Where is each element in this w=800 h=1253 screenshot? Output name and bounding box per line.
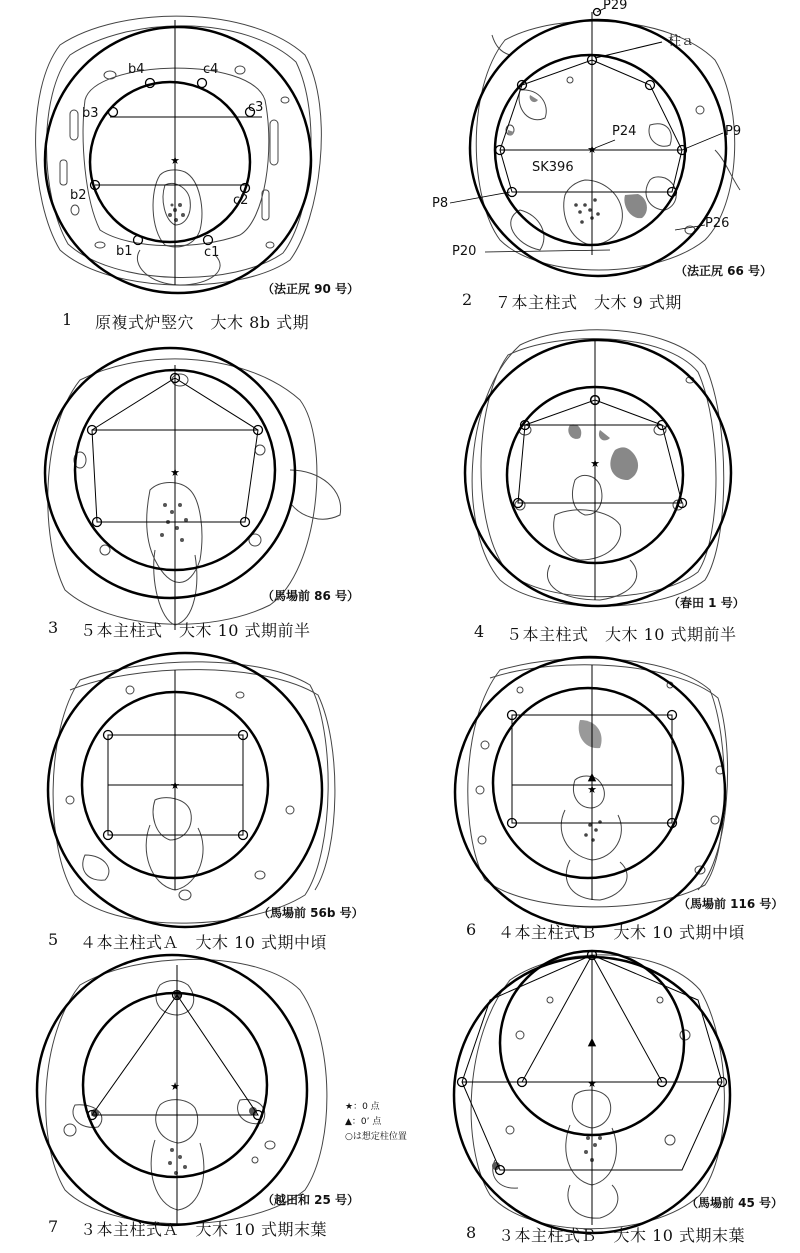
svg-text:★: ★ [587, 143, 597, 156]
legend [345, 1100, 407, 1145]
label-p9: P9 [725, 124, 742, 139]
panel-5 [0, 650, 400, 960]
panel-3-number: 3 [48, 618, 59, 637]
svg-text:▲: ▲ [587, 770, 597, 783]
legend-star: ★：0 点 [345, 1102, 380, 1112]
panel-5-site: （馬場前 56b 号） [258, 906, 364, 920]
panel-7-site: （越田和 25 号） [262, 1193, 360, 1207]
panel-1-number: 1 [62, 310, 73, 329]
label-p8: P8 [432, 196, 449, 211]
panel-8 [400, 940, 800, 1253]
svg-text:▲: ▲ [587, 1035, 597, 1048]
panel-7 [0, 945, 400, 1253]
svg-text:★: ★ [170, 154, 180, 167]
panel-8-number: 8 [466, 1223, 477, 1242]
panel-7-caption: ３本主柱式Ａ 大木 10 式期末葉 [80, 1220, 328, 1239]
label-b3: b3 [82, 106, 99, 121]
label-b1: b1 [116, 244, 133, 259]
label-p29: P29 [603, 0, 628, 13]
label-c2: c2 [233, 193, 249, 208]
panel-2-drawing [400, 0, 800, 340]
panel-4-caption: ５本主柱式 大木 10 式期前半 [506, 625, 737, 644]
label-b4: b4 [128, 62, 145, 77]
panel-6 [400, 650, 800, 960]
label-pillar-a: 柱ａ [668, 34, 695, 49]
svg-text:★: ★ [590, 457, 600, 470]
panel-3-caption: ５本主柱式 大木 10 式期前半 [80, 621, 311, 640]
svg-text:★: ★ [170, 779, 180, 792]
label-b2: b2 [70, 188, 87, 203]
panel-5-caption: ４本主柱式Ａ 大木 10 式期中頃 [80, 933, 328, 952]
legend-circle: ○は想定柱位置 [345, 1132, 407, 1142]
label-p26: P26 [705, 216, 730, 231]
label-p20: P20 [452, 244, 477, 259]
panel-1 [0, 0, 400, 340]
svg-text:★: ★ [587, 783, 597, 796]
label-p24: P24 [612, 124, 637, 139]
panel-2-number: 2 [462, 290, 473, 309]
panel-6-number: 6 [466, 920, 477, 939]
svg-text:★: ★ [587, 1077, 597, 1090]
panel-8-caption: ３本主柱式Ｂ 大木 10 式期末葉 [498, 1226, 746, 1245]
label-c1: c1 [204, 245, 220, 260]
panel-4-site: （春田 1 号） [668, 596, 745, 610]
svg-text:★: ★ [170, 1080, 180, 1093]
label-sk396: SK396 [532, 160, 574, 175]
panel-1-site: （法正尻 90 号） [262, 282, 360, 296]
label-c4: c4 [203, 62, 219, 77]
svg-text:★: ★ [170, 466, 180, 479]
panel-3-site: （馬場前 86 号） [262, 589, 360, 603]
panel-7-number: 7 [48, 1217, 59, 1236]
panel-6-caption: ４本主柱式Ｂ 大木 10 式期中頃 [498, 923, 746, 942]
panel-1-caption: 原複式炉竪穴 大木 8b 式期 [95, 313, 310, 332]
panel-8-site: （馬場前 45 号） [686, 1196, 784, 1210]
panel-3 [0, 340, 400, 650]
panel-2 [400, 0, 800, 340]
panel-6-drawing [400, 650, 800, 960]
label-c3: c3 [248, 100, 264, 115]
panel-4 [400, 320, 800, 650]
panel-4-number: 4 [474, 622, 485, 641]
panel-6-site: （馬場前 116 号） [678, 897, 784, 911]
panel-5-number: 5 [48, 930, 59, 949]
panel-2-site: （法正尻 66 号） [675, 264, 773, 278]
legend-triangle: ▲：0’ 点 [345, 1117, 382, 1127]
panel-2-caption: ７本主柱式 大木 9 式期 [495, 293, 682, 312]
